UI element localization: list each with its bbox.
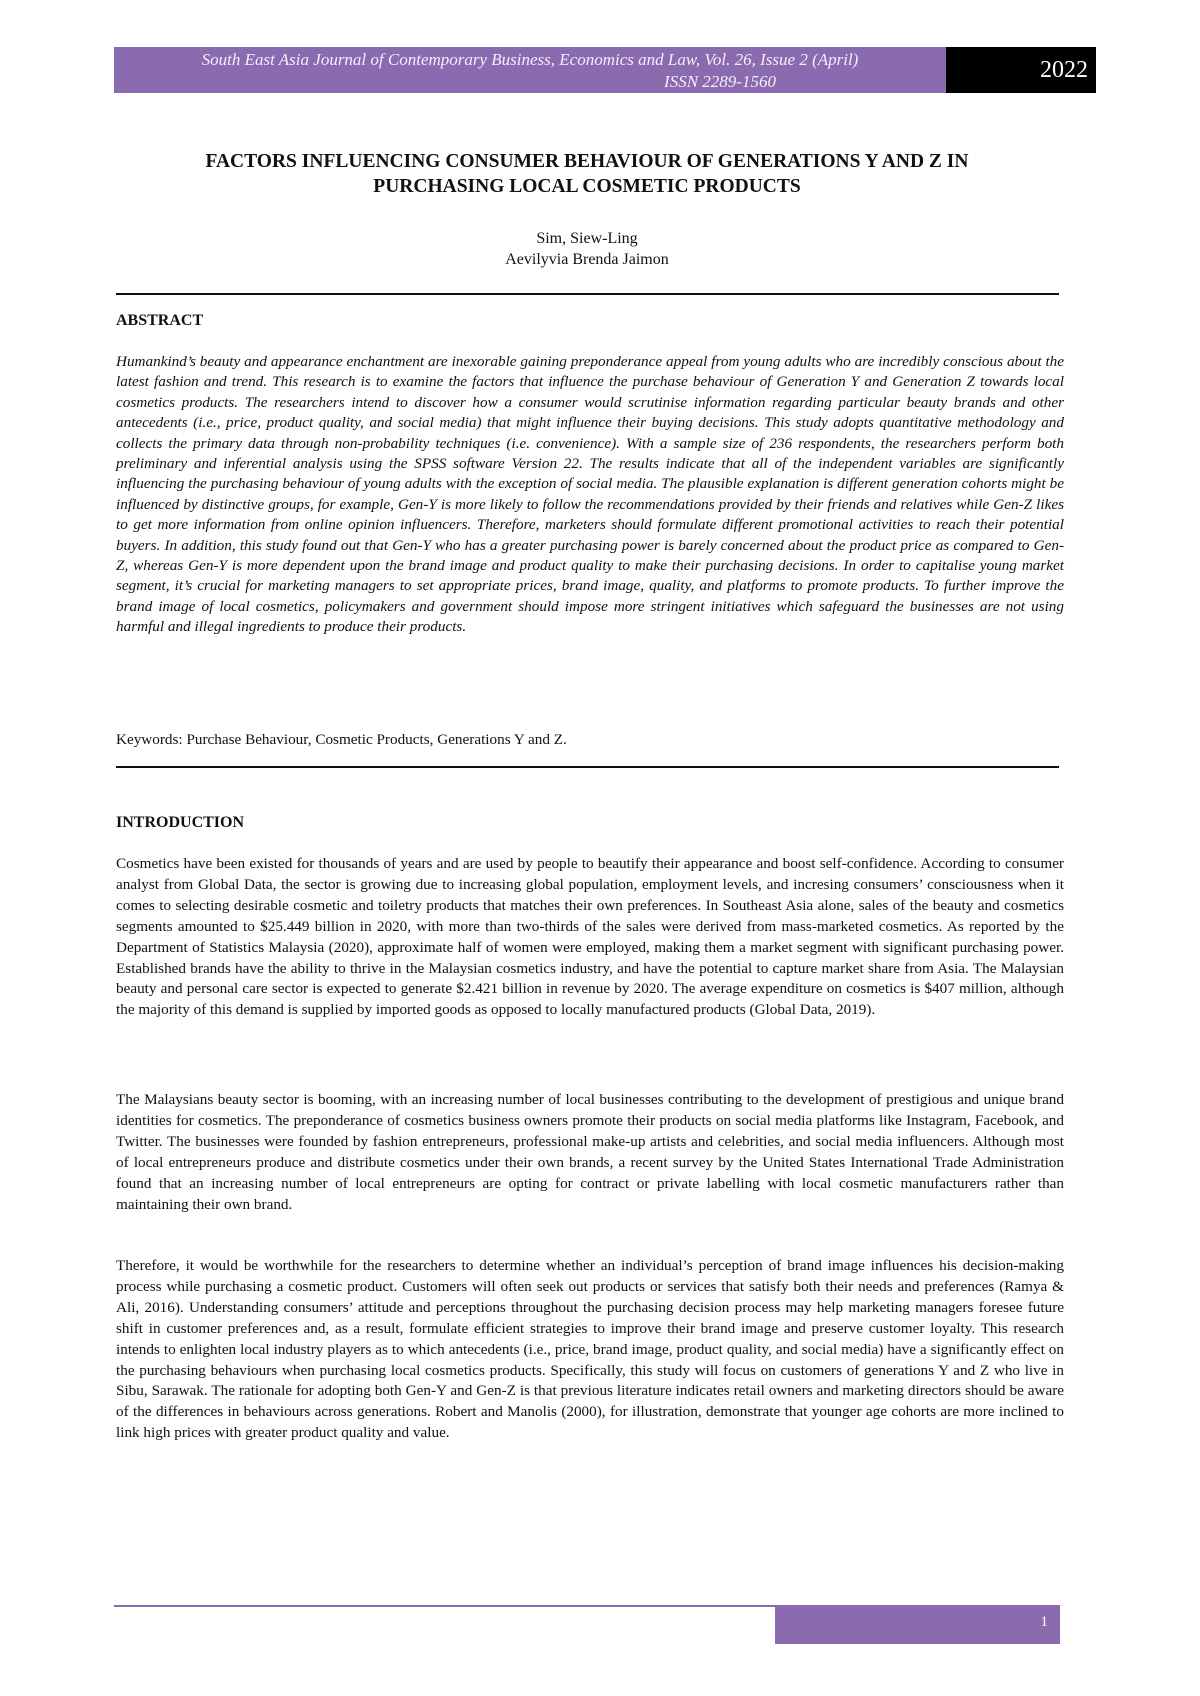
journal-year-box: 2022 bbox=[946, 47, 1096, 93]
journal-issn: ISSN 2289-1560 bbox=[664, 72, 776, 91]
keywords-line: Keywords: Purchase Behaviour, Cosmetic Products, Generations Y and Z. bbox=[116, 731, 567, 748]
abstract-bottom-divider bbox=[116, 766, 1059, 768]
paper-title bbox=[114, 149, 1060, 199]
journal-citation: South East Asia Journal of Contemporary Business, Economics and Law, Vol. 26, Issue 2 (April) bbox=[201, 50, 859, 69]
introduction-heading: INTRODUCTION bbox=[116, 814, 245, 831]
top-divider bbox=[116, 293, 1059, 295]
author-list bbox=[114, 228, 1060, 270]
introduction-paragraph: Therefore, it would be worthwhile for the researchers to determine whether an individual’s perception of brand image influences his decision-making process while purchasing a cosmetic product. Customers will often seek out products or services that satisfy both their needs and preferences (Ramya & Ali, 2016). Understanding consumers’ attitude and perceptions throughout the purchasing decision process may help marketing managers foresee future shift in customer preferences and, as a result, formulate efficient strategies to improve their brand image and preserve customer loyalty. This research intends to enlighten local industry players as to which antecedents (i.e., price, brand image, product quality, and social media) have a significantly effect on the purchasing behaviours when purchasing local cosmetics products. Specifically, this study will focus on customers of generations Y and Z who live in Sibu, Sarawak. The rationale for adopting both Gen-Y and Gen-Z is that previous literature indicates retail owners and marketing directors should be aware of the differences in behaviours across generations. Robert and Manolis (2000), for illustration, demonstrate that younger age cohorts are more inclined to link high prices with greater product quality and value. bbox=[116, 1257, 1064, 1442]
author-name: Aevilyvia Brenda Jaimon bbox=[505, 251, 669, 268]
introduction-paragraph: Cosmetics have been existed for thousands of years and are used by people to beautify their appearance and boost self-confidence. According to consumer analyst from Global Data, the sector is growing due to increasing global population, employment levels, and incresing consumers’ consciousness when it comes to selecting desirable cosmetic and toiletry products that matches their own preferences. In Southeast Asia alone, sales of the beauty and cosmetics segments amounted to $25.449 billion in 2020, with more than two-thirds of the sales were derived from mass-marketed cosmetics. As reported by the Department of Statistics Malaysia (2020), approximate half of women were employed, making them a market segment with significant purchasing power. Established brands have the ability to thrive in the Malaysian cosmetics industry, and have the potential to capture market share from Asia. The Malaysian beauty and personal care sector is expected to generate $2.421 billion in revenue by 2020. The average expenditure on cosmetics is $407 million, although the majority of this demand is supplied by imported goods as opposed to locally manufactured products (Global Data, 2019). bbox=[116, 855, 1064, 1019]
journal-header-band bbox=[114, 47, 946, 93]
abstract-heading: ABSTRACT bbox=[116, 312, 204, 329]
introduction-paragraph: The Malaysians beauty sector is booming, with an increasing number of local businesses contributing to the development of prestigious and unique brand identities for cosmetics. The preponderance of cosmetics business owners promote their products on social media platforms like Instagram, Facebook, and Twitter. The businesses were founded by fashion entrepreneurs, professional make-up artists and celebrities, and social media influencers. Although most of local entrepreneurs produce and distribute cosmetics under their own brands, a recent survey by the United States International Trade Administration found that an increasing number of local entrepreneurs are opting for contract or private labelling with local cosmetic manufacturers rather than maintaining their own brand. bbox=[116, 1091, 1064, 1213]
page-number: 1 bbox=[775, 1607, 1060, 1644]
paper-title-line-2: PURCHASING LOCAL COSMETIC PRODUCTS bbox=[373, 176, 801, 197]
paper-title-line-1: FACTORS INFLUENCING CONSUMER BEHAVIOUR OF GENERATIONS Y AND Z IN bbox=[205, 151, 969, 172]
author-name: Sim, Siew-Ling bbox=[536, 230, 638, 247]
abstract-text: Humankind’s beauty and appearance enchantment are inexorable gaining preponderance appeal from young adults who are incredibly conscious about the latest fashion and trend. This research is to examine the factors that influence the purchase behaviour of Generation Y and Generation Z towards local cosmetics products. The researchers intend to discover how a consumer would scrutinise information regarding particular beauty brands and other antecedents (i.e., price, product quality, and social media) that might influence their buying decisions. This study adopts quantitative methodology and collects the primary data through non-probability techniques (i.e. convenience). With a sample size of 236 respondents, the researchers perform both preliminary and inferential analysis using the SPSS software Version 22. The results indicate that all of the independent variables are significantly influencing the purchasing behaviour of young adults with the exception of social media. The plausible explanation is different generation cohorts might be influenced by distinctive groups, for example, Gen-Y is more likely to follow the recommendations provided by their friends and relatives while Gen-Z likes to get more information from online opinion influencers. Therefore, marketers should formulate different promotional activities to reach their potential buyers. In addition, this study found out that Gen-Y who has a greater purchasing power is barely concerned about the product price as compared to Gen-Z, whereas Gen-Y is more dependent upon the brand image and product quality to make their purchasing decisions. In order to capitalise young market segment, it’s crucial for marketing managers to set appropriate prices, brand image, quality, and platforms to promote products. To further improve the brand image of local cosmetics, policymakers and government should impose more stringent initiatives which safeguard the businesses are not using harmful and illegal ingredients to produce their products. bbox=[116, 353, 1064, 636]
